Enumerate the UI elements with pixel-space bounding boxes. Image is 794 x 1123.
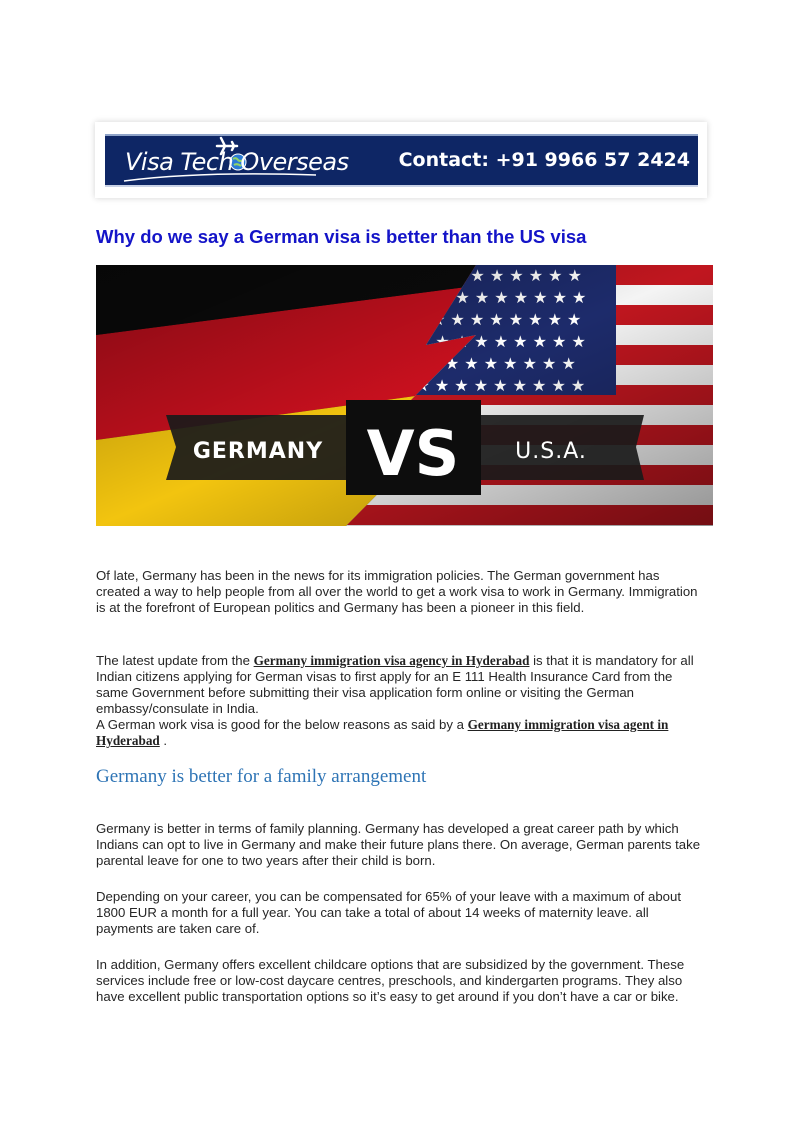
- contact-phone: Contact: +91 9966 57 2424: [398, 149, 690, 171]
- hero-label-germany: GERMANY: [192, 439, 324, 464]
- paragraph-reasons-text-2: .: [159, 733, 168, 748]
- hero-image: [96, 265, 713, 526]
- paragraph-update: [96, 653, 706, 749]
- paragraph-update-text-1: The latest update from the: [96, 653, 254, 668]
- banner-bar: [105, 134, 698, 187]
- section-heading-family: Germany is better for a family arrangement: [96, 766, 427, 787]
- hero-label-vs: VS: [366, 417, 460, 490]
- hero-label-usa: U.S.A.: [515, 439, 587, 464]
- paragraph-update-text-2: is that it is mandatory for all Indian citizens applying for German visas to first apply for an E 111 Health Insurance Card from the same Government before submitting their visa application form online or visiting the German embassy/consulate in India.: [96, 653, 694, 716]
- header-banner: [95, 122, 707, 198]
- paragraph-family-planning: Germany is better in terms of family planning. Germany has developed a great career path by which Indians can opt to live in Germany and make their future plans there. On average, German parents take parental leave for one to two years after their child is born.: [96, 821, 701, 868]
- paragraph-intro: Of late, Germany has been in the news for its immigration policies. The German government has created a way to help people from all over the world to get a work visa to work in Germany. Immigration is at the forefront of European politics and Germany has been a pioneer in this field.: [96, 568, 698, 615]
- company-logo-text: Visa Tech Overseas: [125, 148, 349, 176]
- paragraph-childcare: In addition, Germany offers excellent childcare options that are subsidized by the government. These services include free or low-cost daycare centres, preschools, and kindergarten programs. They also have excellent public transportation options so it’s easy to get around if you don’t have a car or bike.: [96, 957, 685, 1004]
- paragraph-compensation: Depending on your career, you can be compensated for 65% of your leave with a maximum of about 1800 EUR a month for a full year. You can take a total of about 14 weeks of maternity leave. all payments are taken care of.: [96, 889, 681, 936]
- germany-vs-usa-illustration: [96, 265, 713, 526]
- article-title: Why do we say a German visa is better than the US visa: [96, 226, 587, 247]
- paragraph-reasons-text-1: A German work visa is good for the below reasons as said by a: [96, 717, 468, 732]
- link-germany-immigration-visa-agent[interactable]: Germany immigration visa agent in Hyderabad: [96, 717, 669, 748]
- link-germany-immigration-visa-agency[interactable]: Germany immigration visa agency in Hyderabad: [253, 653, 530, 668]
